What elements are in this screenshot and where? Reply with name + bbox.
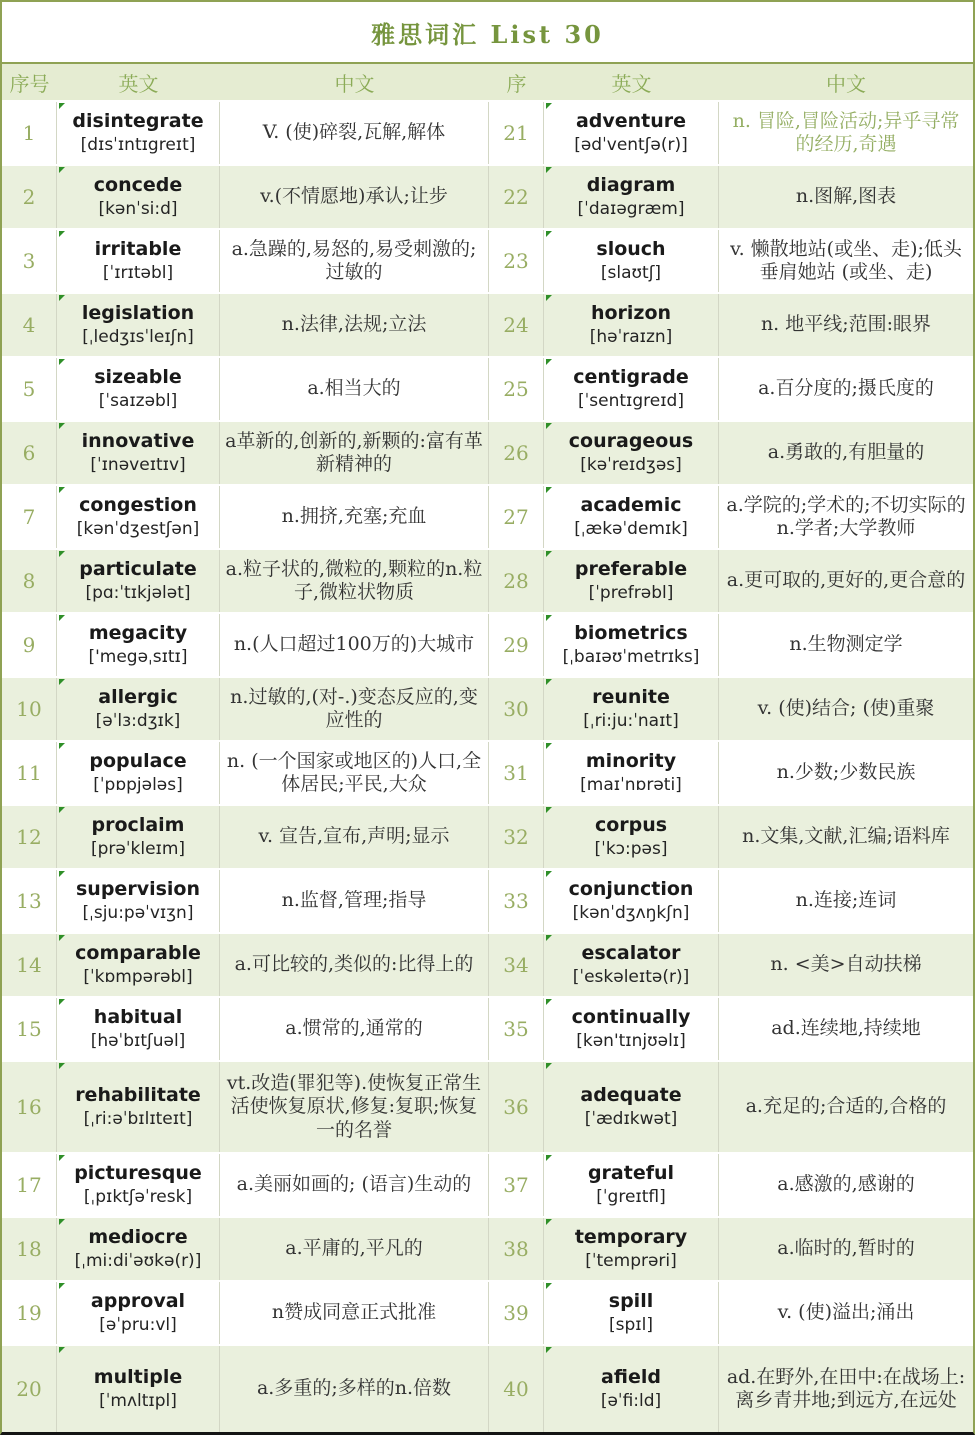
cell-index: 17 [2,1154,57,1216]
word-text: innovative [81,429,195,452]
phonetic-text: [ˈsentɪgreɪd] [578,391,684,412]
word-cell [57,806,220,868]
meaning-cell: v. (使)结合; (使)重聚 [757,697,935,720]
word-cell [57,998,220,1060]
table-row [2,292,973,356]
table-row [2,1060,973,1152]
phonetic-text: [ˌækəˈdemɪk] [574,519,688,540]
cell-index: 14 [2,934,57,996]
cell-index: 24 [489,294,544,356]
word-text: grateful [587,1161,675,1184]
cell-index: 18 [2,1218,57,1280]
word-text: diagram [586,173,676,196]
phonetic-text: [əˈfi:ld] [600,1391,662,1412]
word-text: conjunction [568,877,694,900]
word-text: temporary [574,1225,688,1248]
meaning-cell: n.法律,法规;立法 [220,294,489,356]
meaning-cell: n.(人口超过100万的)大城市 [220,614,489,676]
phonetic-text: [pɑ:ˈtɪkjələt] [85,583,191,604]
cell-index: 38 [489,1218,544,1280]
phonetic-text: [həˈraɪzn] [589,327,673,348]
phonetic-text: [slaʊtʃ] [600,263,662,284]
word-cell [544,870,719,932]
meaning-cell: v. 懒散地站(或坐、走);低头垂肩她站 (或坐、走) [730,237,962,283]
table-row [2,356,973,420]
word-cell [544,1282,719,1344]
meaning-cell: V. (使)碎裂,瓦解,解体 [220,102,489,164]
word-cell [544,422,719,484]
phonetic-text: [ˌri:əˈbɪlɪteɪt] [83,1109,193,1130]
word-cell [544,934,719,996]
meaning-cell: a.充足的;合适的,合格的 [745,1095,947,1118]
meaning-cell: v. (使)溢出;涌出 [777,1301,915,1324]
cell-index: 37 [489,1154,544,1216]
phonetic-text: [əˈlɜ:dʒɪk] [95,711,181,732]
word-cell [544,806,719,868]
word-cell [57,1154,220,1216]
phonetic-text: [ˌmi:diˈəʊkə(r)] [74,1251,202,1272]
meaning-cell: n. <美>自动扶梯 [770,953,922,976]
cell-index: 25 [489,358,544,420]
word-text: reunite [592,685,670,708]
phonetic-text: [kənˈdʒestʃən] [76,519,200,540]
word-text: allergic [98,685,178,708]
word-text: rehabilitate [75,1083,201,1106]
cell-index: 15 [2,998,57,1060]
table-row [2,932,973,996]
cell-index: 20 [2,1346,57,1432]
table-header [2,62,973,100]
cell-index: 29 [489,614,544,676]
word-cell [544,486,719,548]
meaning-cell: n. 冒险,冒险活动;异乎寻常的经历,奇遇 [732,109,960,155]
cell-index: 26 [489,422,544,484]
table-row [2,1216,973,1280]
meaning-cell: ad.连续地,持续地 [771,1017,921,1040]
header-col-index-left: 序号 [9,71,50,96]
word-cell [544,166,719,228]
cell-index: 16 [2,1062,57,1152]
word-cell [544,230,719,292]
word-text: comparable [75,941,201,964]
phonetic-text: [prəˈkleɪm] [90,839,186,860]
cell-index: 23 [489,230,544,292]
cell-index: 3 [2,230,57,292]
phonetic-text: [ˌbaɪəʊˈmetrɪks] [562,647,700,668]
word-text: academic [580,493,682,516]
word-cell [544,998,719,1060]
cell-index: 32 [489,806,544,868]
header-col-chinese-left: 中文 [334,71,375,96]
word-text: slouch [596,237,666,260]
phonetic-text: [dɪsˈɪntɪgreɪt] [80,135,196,156]
word-text: congestion [79,493,197,516]
word-text: continually [571,1005,691,1028]
meaning-cell: n.过敏的,(对-.)变态反应的,变应性的 [220,678,489,740]
phonetic-text: [həˈbɪtʃuəl] [90,1031,186,1052]
cell-index: 12 [2,806,57,868]
word-text: habitual [93,1005,183,1028]
word-cell [544,550,719,612]
word-text: proclaim [91,813,185,836]
word-text: adequate [580,1083,682,1106]
word-text: multiple [93,1365,183,1388]
table-row [2,1152,973,1216]
phonetic-text: [kənˈdʒʌŋkʃn] [572,903,690,924]
table-row [2,1344,973,1432]
word-cell [544,1062,719,1152]
cell-index: 40 [489,1346,544,1432]
cell-index: 2 [2,166,57,228]
word-text: minority [585,749,677,772]
word-cell [544,358,719,420]
cell-index: 36 [489,1062,544,1152]
word-text: approval [90,1289,186,1312]
word-text: horizon [590,301,672,324]
meaning-cell: a.可比较的,类似的:比得上的 [220,934,489,996]
word-cell [544,1154,719,1216]
table-body [2,100,973,1432]
word-text: particulate [79,557,197,580]
cell-index: 21 [489,102,544,164]
word-cell [544,742,719,804]
word-text: irritable [94,237,182,260]
word-cell [544,1218,719,1280]
word-cell [57,1218,220,1280]
cell-index: 6 [2,422,57,484]
cell-index: 22 [489,166,544,228]
cell-index: 27 [489,486,544,548]
word-text: populace [89,749,187,772]
word-text: corpus [594,813,668,836]
word-cell [57,102,220,164]
cell-index: 4 [2,294,57,356]
table-row [2,868,973,932]
cell-index: 30 [489,678,544,740]
table-row [2,676,973,740]
phonetic-text: [kəˈreɪdʒəs] [580,455,682,476]
meaning-cell: n.文集,文献,汇编;语料库 [742,825,950,848]
meaning-cell: a.惯常的,通常的 [220,998,489,1060]
phonetic-text: [kən'tɪnjʊəlɪ] [576,1031,686,1052]
phonetic-text: ['megəˌsɪtɪ] [88,647,188,668]
meaning-cell: n.生物测定学 [789,633,903,656]
phonetic-text: [ˈdaɪəgræm] [577,199,685,220]
cell-index: 19 [2,1282,57,1344]
meaning-cell: vt.改造(罪犯等).使恢复正常生活使恢复原状,修复:复职;恢复一的名誉 [220,1062,489,1152]
meaning-cell: ad.在野外,在田中:在战场上:离乡青井地;到远方,在远处 [726,1365,966,1411]
cell-index: 7 [2,486,57,548]
meaning-cell: a.临时的,暂时的 [777,1237,915,1260]
table-row [2,484,973,548]
header-col-chinese-right: 中文 [826,71,866,96]
meaning-cell: n.图解,图表 [795,185,897,208]
table-row [2,996,973,1060]
phonetic-text: [ˌsju:pəˈvɪʒn] [82,903,194,924]
word-text: concede [93,173,183,196]
phonetic-text: [ˈprefrəbl] [588,583,674,604]
word-text: sizeable [94,365,182,388]
phonetic-text: [spɪl] [609,1315,653,1336]
word-text: biometrics [574,621,688,644]
meaning-cell: v.(不情愿地)承认;让步 [220,166,489,228]
cell-index: 28 [489,550,544,612]
phonetic-text: [ədˈventʃə(r)] [574,135,688,156]
word-text: supervision [76,877,200,900]
cell-index: 1 [2,102,57,164]
word-cell [544,678,719,740]
meaning-cell: n赞成同意正式批准 [220,1282,489,1344]
phonetic-text: [ˈpɒpjələs] [93,775,183,796]
word-text: disintegrate [72,109,204,132]
phonetic-text: [ˌri:ju:ˈnaɪt] [583,711,679,732]
table-row [2,548,973,612]
meaning-cell: a.粒子状的,微粒的,颗粒的n.粒子,微粒状物质 [220,550,489,612]
table-row [2,100,973,164]
word-cell [544,294,719,356]
phonetic-text: [ˈkɒmpərəbl] [83,967,193,988]
word-cell [544,1346,719,1432]
word-cell [57,934,220,996]
phonetic-text: [ˈkɔ:pəs] [594,839,668,860]
table-row [2,740,973,804]
word-cell [57,1346,220,1432]
word-cell [57,230,220,292]
cell-index: 10 [2,678,57,740]
word-cell [57,678,220,740]
cell-index: 11 [2,742,57,804]
word-text: centigrade [573,365,689,388]
cell-index: 35 [489,998,544,1060]
cell-index: 13 [2,870,57,932]
phonetic-text: [ˌledʒɪsˈleɪʃn] [82,327,194,348]
meaning-cell: n. 地平线;范围:眼界 [760,313,932,336]
word-cell [57,166,220,228]
word-cell [57,870,220,932]
meaning-cell: v. 宣告,宣布,声明;显示 [220,806,489,868]
word-text: afield [601,1365,661,1388]
cell-index: 31 [489,742,544,804]
word-cell [57,1062,220,1152]
meaning-cell: n.少数;少数民族 [776,761,916,784]
phonetic-text: [ˈtemprəri] [585,1251,677,1272]
meaning-cell: n.监督,管理;指导 [220,870,489,932]
cell-index: 33 [489,870,544,932]
word-text: spill [608,1289,654,1312]
word-cell [57,614,220,676]
table-row [2,1280,973,1344]
cell-index: 39 [489,1282,544,1344]
word-text: megacity [88,621,188,644]
phonetic-text: [ˌpɪktʃəˈresk] [83,1187,193,1208]
phonetic-text: [ˈɪrɪtəbl] [102,263,174,284]
cell-index: 8 [2,550,57,612]
phonetic-text: [ˈgreɪtfl] [596,1187,666,1208]
header-col-english-right: 英文 [611,71,652,96]
word-cell [57,358,220,420]
word-text: mediocre [88,1225,188,1248]
table-row [2,612,973,676]
word-cell [57,1282,220,1344]
meaning-cell: a革新的,创新的,新颗的:富有革新精神的 [220,422,489,484]
phonetic-text: [ˈædɪkwət] [584,1109,678,1130]
meaning-cell: n.拥挤,充塞;充血 [220,486,489,548]
meaning-cell: a.多重的;多样的n.倍数 [220,1346,489,1432]
cell-index: 5 [2,358,57,420]
word-cell [57,294,220,356]
table-row [2,804,973,868]
word-cell [57,742,220,804]
meaning-cell: a.相当大的 [220,358,489,420]
header-col-english-left: 英文 [118,71,159,96]
word-text: courageous [568,429,694,452]
word-cell [57,422,220,484]
meaning-cell: a.平庸的,平凡的 [220,1218,489,1280]
phonetic-text: [maɪˈnɒrəti] [580,775,682,796]
phonetic-text: [ˈɪnəveɪtɪv] [90,455,186,476]
meaning-cell: a.百分度的;摄氏度的 [758,377,934,400]
meaning-cell: a.勇敢的,有胆量的 [767,441,925,464]
word-cell [544,614,719,676]
meaning-cell: n.连接;连词 [795,889,897,912]
word-cell [544,102,719,164]
page-title: 雅思词汇 List 30 [371,19,604,49]
word-text: legislation [81,301,195,324]
table-row [2,420,973,484]
cell-index: 34 [489,934,544,996]
meaning-cell: a.感激的,感谢的 [777,1173,915,1196]
cell-index: 9 [2,614,57,676]
meaning-cell: a.美丽如画的; (语言)生动的 [220,1154,489,1216]
meaning-cell: a.学院的;学术的;不切实际的n.学者;大学教师 [726,493,966,539]
meaning-cell: a.更可取的,更好的,更合意的 [726,569,966,592]
word-text: picturesque [74,1161,202,1184]
table-row [2,164,973,228]
phonetic-text: [ˈmʌltɪpl] [99,1391,177,1412]
phonetic-text: [əˈpru:vl] [99,1315,177,1336]
phonetic-text: [ˈsaɪzəbl] [98,391,178,412]
header-col-index-right: 序 [506,71,527,96]
phonetic-text: [kənˈsi:d] [98,199,178,220]
word-cell [57,550,220,612]
word-text: adventure [575,109,687,132]
phonetic-text: [ˈeskəleɪtə(r)] [572,967,690,988]
word-text: preferable [574,557,688,580]
word-cell [57,486,220,548]
word-text: escalator [581,941,681,964]
table-row [2,228,973,292]
meaning-cell: a.急躁的,易怒的,易受刺激的;过敏的 [220,230,489,292]
meaning-cell: n. (一个国家或地区的)人口,全体居民;平民,大众 [220,742,489,804]
